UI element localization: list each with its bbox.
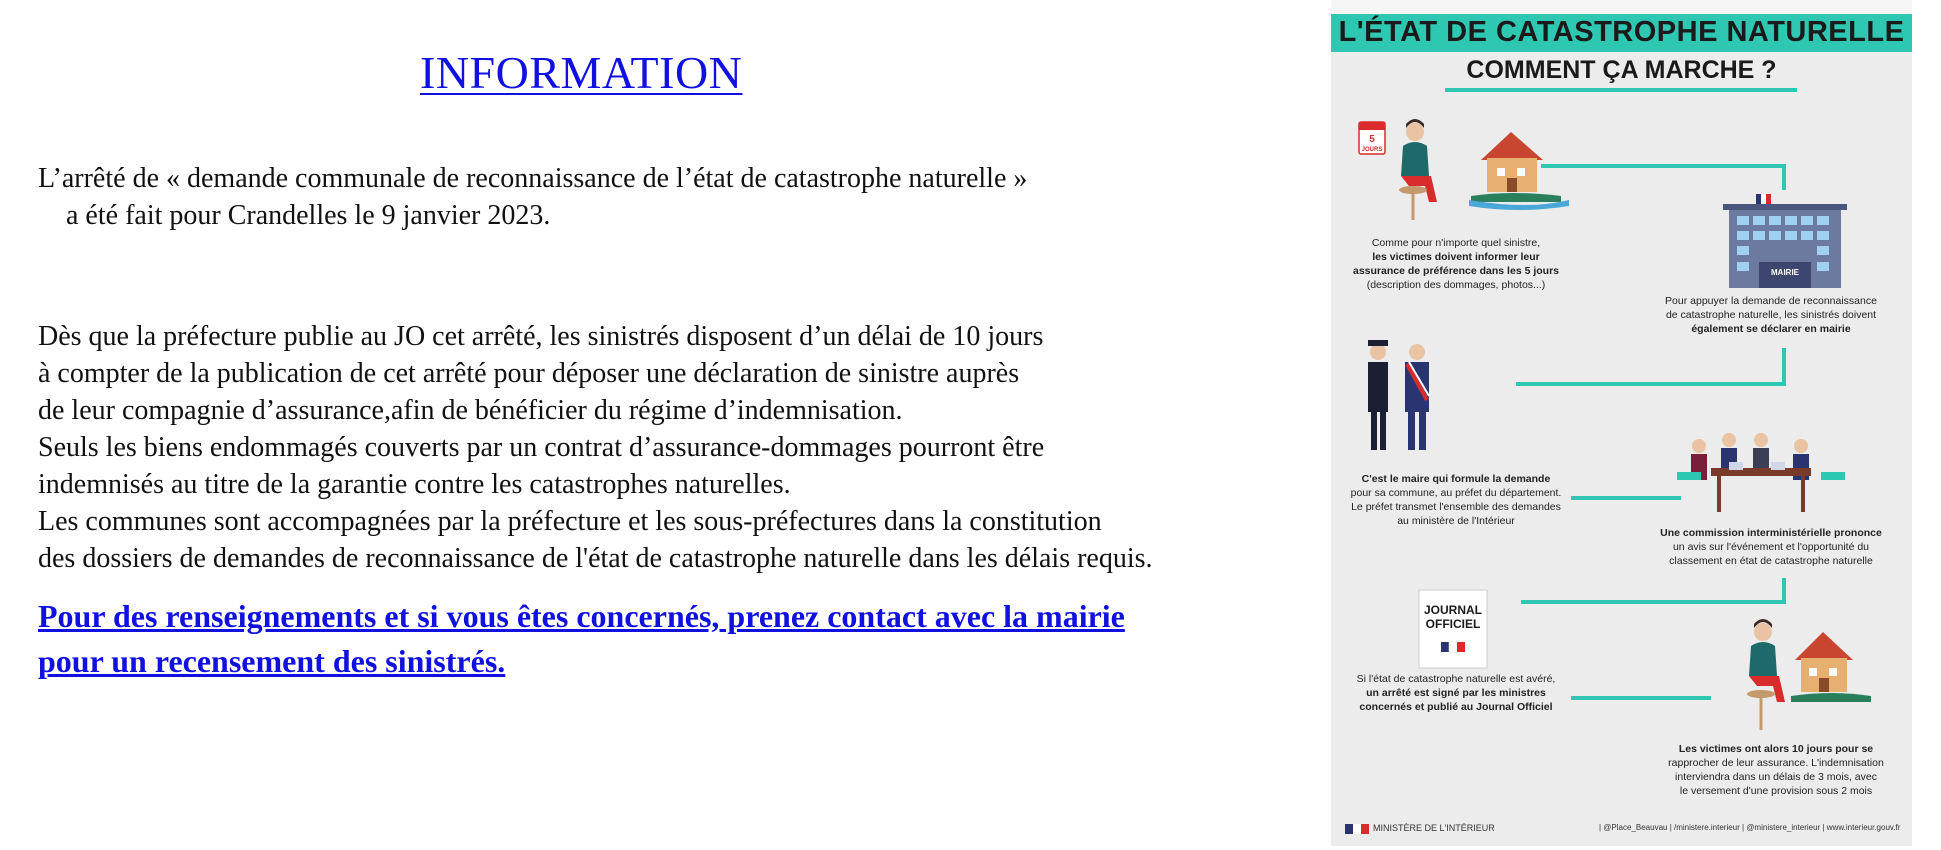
calendar-icon <box>1359 122 1385 154</box>
paragraph-delais <box>38 318 1153 577</box>
caption-line: interviendra dans un délais de 3 mois, avec <box>1675 771 1877 783</box>
house-icon <box>1791 632 1871 702</box>
paragraph-line: a été fait pour Crandelles le 9 janvier 2023. <box>66 200 551 231</box>
paragraph-line: indemnisés au titre de la garantie contre les catastrophes naturelles. <box>38 469 791 500</box>
person-phone-icon <box>1747 619 1785 730</box>
caption-line: Une commission interministérielle prononce <box>1660 527 1882 539</box>
journal-sign-line: JOURNAL <box>1423 603 1483 617</box>
caption-line: (description des dommages, photos...) <box>1366 279 1546 291</box>
journal-sign-line: OFFICIEL <box>1425 617 1481 631</box>
ministry-label: MINISTÈRE DE L'INTÉRIEUR <box>1373 823 1495 833</box>
cta-line[interactable]: Pour des renseignements et si vous êtes concernés, prenez contact avec la mairie <box>38 598 1125 634</box>
cta-line[interactable]: pour un recensement des sinistrés. <box>38 643 506 679</box>
caption-line: pour sa commune, au préfet du département. <box>1350 487 1562 499</box>
officer-and-mayor-icon <box>1368 340 1429 450</box>
caption-line: Le préfet transmet l'ensemble des demandes <box>1351 501 1561 513</box>
calendar-number: 5 <box>1369 134 1375 145</box>
step1-caption <box>1331 236 1581 292</box>
infographic-panel <box>1331 0 1912 846</box>
step5-caption <box>1331 672 1581 714</box>
paragraph-line: à compter de la publication de cet arrêté pour déposer une déclaration de sinistre auprès <box>38 358 1020 389</box>
social-links[interactable]: | @Place_Beauvau | /ministere.interieur | @ministere_interieur | www.interieur.gouv.fr <box>1599 823 1901 832</box>
caption-line: les victimes doivent informer leur <box>1372 251 1540 263</box>
caption-line: rapprocher de leur assurance. L'indemnisation <box>1668 757 1884 769</box>
paragraph-line: Les communes sont accompagnées par la préfecture et les sous-préfectures dans la constitution <box>38 506 1102 537</box>
paragraph-line: de leur compagnie d’assurance,afin de bénéficier du régime d’indemnisation. <box>38 395 903 426</box>
caption-line: Pour appuyer la demande de reconnaissance <box>1665 295 1877 307</box>
step6-caption <box>1641 742 1911 798</box>
paragraph-line: Seuls les biens endommagés couverts par un contrat d’assurance-dommages pourront être <box>38 432 1045 463</box>
infographic-title: L'ÉTAT DE CATASTROPHE NATURELLE <box>1338 16 1905 48</box>
caption-line: un arrêté est signé par les ministres <box>1366 687 1546 699</box>
caption-line: un avis sur l'événement et l'opportunité du <box>1672 541 1870 553</box>
journal-officiel-icon <box>1419 590 1487 668</box>
caption-line: de catastrophe naturelle, les sinistrés doivent <box>1665 309 1877 321</box>
caption-line: Si l'état de catastrophe naturelle est avéré, <box>1356 673 1556 685</box>
house-icon <box>1469 132 1569 210</box>
step2-caption <box>1631 294 1911 336</box>
mairie-building-icon <box>1723 194 1847 288</box>
caption-line: Comme pour n'importe quel sinistre, <box>1371 237 1541 249</box>
calendar-unit: JOURS <box>1361 147 1383 153</box>
mairie-sign: MAIRIE <box>1771 268 1799 277</box>
step4-caption <box>1631 526 1911 568</box>
person-phone-icon <box>1399 119 1437 220</box>
caption-line: concernés et publié au Journal Officiel <box>1359 701 1553 713</box>
flow-diagram <box>1331 0 1912 846</box>
step3-caption <box>1331 472 1581 528</box>
commission-meeting-icon <box>1677 433 1845 512</box>
caption-line: classement en état de catastrophe naturelle <box>1669 555 1873 567</box>
page-title: INFORMATION <box>420 47 743 98</box>
paragraph-line: L’arrêté de « demande communale de reconnaissance de l’état de catastrophe naturelle » <box>38 163 1028 194</box>
caption-line: Les victimes ont alors 10 jours pour se <box>1678 743 1874 755</box>
caption-line: également se déclarer en mairie <box>1691 323 1851 335</box>
paragraph-arrete <box>38 160 1027 234</box>
caption-line: assurance de préférence dans les 5 jours <box>1352 265 1560 277</box>
infographic-subtitle: COMMENT ÇA MARCHE ? <box>1466 56 1777 84</box>
paragraph-line: des dossiers de demandes de reconnaissance de l'état de catastrophe naturelle dans les délais requis. <box>38 543 1153 574</box>
marianne-logo-icon <box>1345 824 1369 834</box>
caption-line: C'est le maire qui formule la demande <box>1361 473 1551 485</box>
contact-mairie-link[interactable] <box>38 594 1125 684</box>
caption-line: au ministère de l'Intérieur <box>1397 515 1515 527</box>
paragraph-line: Dès que la préfecture publie au JO cet arrêté, les sinistrés disposent d’un délai de 10 jours <box>38 321 1044 352</box>
caption-line: le versement d'une provision sous 2 mois <box>1679 785 1873 797</box>
